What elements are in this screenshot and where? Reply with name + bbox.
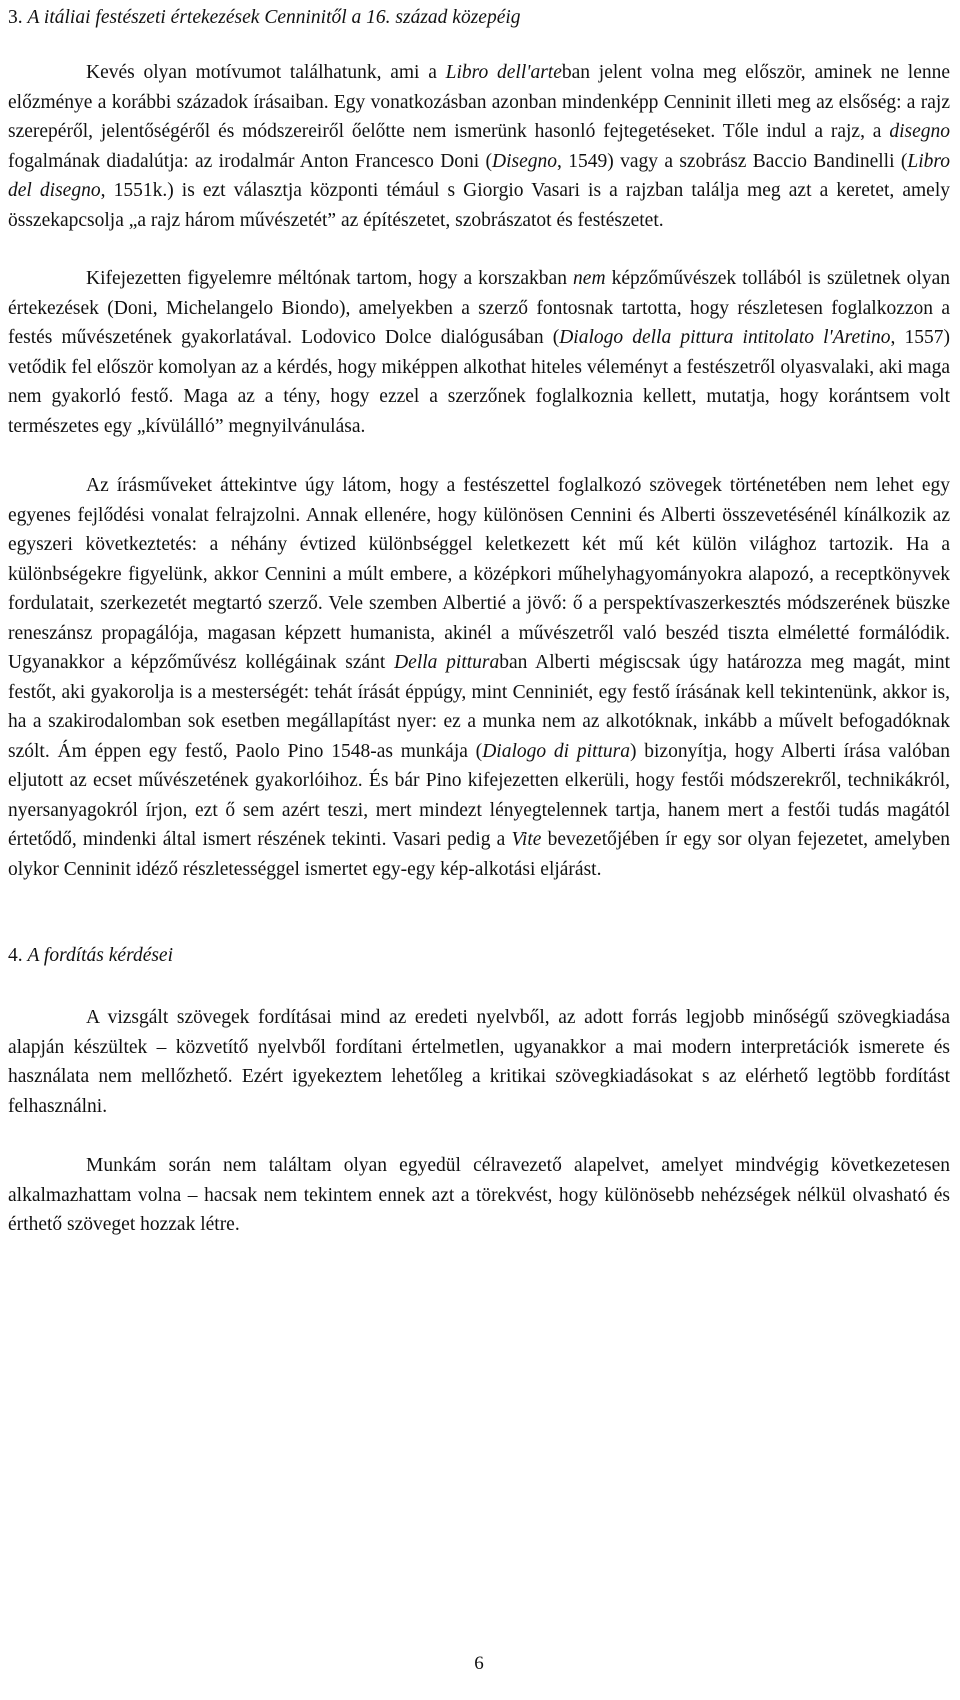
paragraph-3-1: [8, 58, 950, 235]
text-run: bevezetőjében ír egy sor olyan fejezetet, amelyben olykor Cenninit idéző részletességgel ismertet egy-egy kép-alkotási eljárást.: [8, 829, 950, 880]
paragraph-3-3: [8, 471, 950, 884]
italic-title-run: Della pittura: [394, 652, 500, 673]
text-run: A vizsgált szövegek fordításai mind az eredeti nyelvből, az adott forrás legjobb minőségű szövegkiadása alapján készültek – közvetítő nyelvből fordítani értelmetlen, ugyanakkor a mai modern interpretációk ismerete és használata nem mellőzhető. Ezért igyekeztem lehetőleg a kritikai szövegkiadásokat s az elérhető legtöbb fordítást felhasználni.: [8, 1007, 950, 1117]
section-4-title: A fordítás kérdései: [27, 945, 174, 966]
text-run: Az írásműveket áttekintve úgy látom, hogy a festészettel foglalkozó szövegek történetében nem lehet egy egyenes fejlődési vonalat felrajzolni. Annak ellenére, hogy különösen Cennini és Alberti összevetésénél kínálkozik az egyszeri következtetés: a néhány évtized különbséggel keletkezett két mű két külön világhoz tartozik. Ha a különbségekre figyelünk, akkor Cennini a múlt embere, a középkori műhelyhagyományokra alapozó, a receptkönyvek fordulatait, szerkezetét megtartó szerző. Vele szemben Albertié a jövő: ő a perspektívaszerkesztés módszerének büszke reneszánsz propagálója, magasan képzett humanista, akinél a művészetről való beszéd tiszta elméletté formálódik. Ugyanakkor a képzőművész kollégáinak szánt: [8, 475, 950, 673]
text-run: , 1557) vetődik fel először komolyan az a kérdés, hogy miképpen alkothat hiteles véleményt a festészetről olyasvalaki, aki maga nem gyakorló festő. Maga az a tény, hogy ezzel a szerzőnek foglalkoznia kellett, mutatja, hogy korántsem volt természetes egy „kívülálló” megnyilvánulása.: [8, 327, 950, 437]
italic-title-run: Dialogo della pittura intitolato l'Aretino: [559, 327, 891, 348]
italic-title-run: Libro del disegno: [8, 150, 950, 201]
section-3-title: A itáliai festészeti értekezések Cenninitől a 16. század közepéig: [27, 7, 521, 28]
italic-title-run: nem: [573, 268, 606, 289]
italic-title-run: Dialogo di pittura: [482, 740, 630, 762]
text-run: fogalmának diadalútja: az irodalmár Anton Francesco Doni (: [8, 150, 493, 172]
text-run: ban jelent volna meg először, aminek ne lenne előzménye a korábbi századok írásaiban. Egy vonatkozásban azonban mindenképp Cenninit illeti meg az elsőség: a rajz szerepéről, jelentőségéről és módszereiről őelőtte nem ismerünk hasonló fejtegetéseket. Tőle indul a rajz, a: [8, 62, 950, 142]
section-4-heading: [8, 938, 950, 972]
italic-title-run: Vite: [511, 829, 542, 850]
section-3-number: 3.: [8, 7, 23, 28]
section-4-number: 4.: [8, 945, 23, 966]
document-page: [8, 0, 950, 1700]
text-run: Kifejezetten figyelemre méltónak tartom, hogy a korszakban: [86, 268, 574, 289]
italic-title-run: disegno: [889, 121, 950, 142]
text-run: Munkám során nem találtam olyan egyedül célravezető alapelvet, amelyet mindvégig következetesen alkalmazhattam volna – hacsak nem tekintem ennek azt a törekvést, hogy különösebb nehézségek nélkül olvasható és érthető szöveget hozzak létre.: [8, 1155, 950, 1235]
paragraph-4-1: [8, 1003, 950, 1121]
text-run: ) bizonyítja, hogy Alberti írása valóban eljutott az ecset művészetének gyakorlóihoz. És bár Pino kifejezetten elkerüli, hogy festői módszerekről, technikákról, nyersanyagokról írjon, ezt ő sem azért teszi, mert mindezt lényegtelennek tartja, hanem mert a festői tudás magától értetődő, mindenki által ismert részének tekinti. Vasari pedig a: [8, 740, 950, 850]
italic-title-run: Libro dell'arte: [445, 62, 562, 83]
text-run: Kevés olyan motívumot találhatunk, ami a: [86, 62, 446, 83]
paragraph-3-2: [8, 264, 950, 441]
text-run: képzőművészek tollából is születnek olyan értekezések (Doni, Michelangelo Biondo), amelyekben a szerző fontosnak tartotta, hogy részletesen foglalkozzon a festés művészetének gyakorlatával. Lodovico Dolce dialógusában (: [8, 268, 950, 348]
page-number: 6: [474, 1653, 484, 1674]
text-run: , 1549) vagy a szobrász Baccio Bandinelli (: [557, 150, 908, 172]
text-run: , 1551k.) is ezt választja központi témául s Giorgio Vasari is a rajzban találja meg azt a keretet, amely összekapcsolja „a rajz három művészetét” az építészetet, szobrászatot és festészetet.: [8, 180, 951, 231]
italic-title-run: Disegno: [492, 150, 558, 172]
section-3-heading: [8, 0, 950, 34]
text-run: ban Alberti mégiscsak úgy határozza meg magát, mint festőt, aki gyakorolja is a mesterségét: tehát írását éppúgy, mint Cenniniét, egy festő írásának kell tekintenünk, akkor is, ha a szakirodalomban sok esetben megállapítást nyer: ez a munka nem az alkotóknak, inkább a művelt befogadóknak szólt. Ám éppen egy festő, Paolo Pino 1548-as munkája (: [8, 652, 950, 762]
paragraph-4-2: [8, 1151, 950, 1240]
